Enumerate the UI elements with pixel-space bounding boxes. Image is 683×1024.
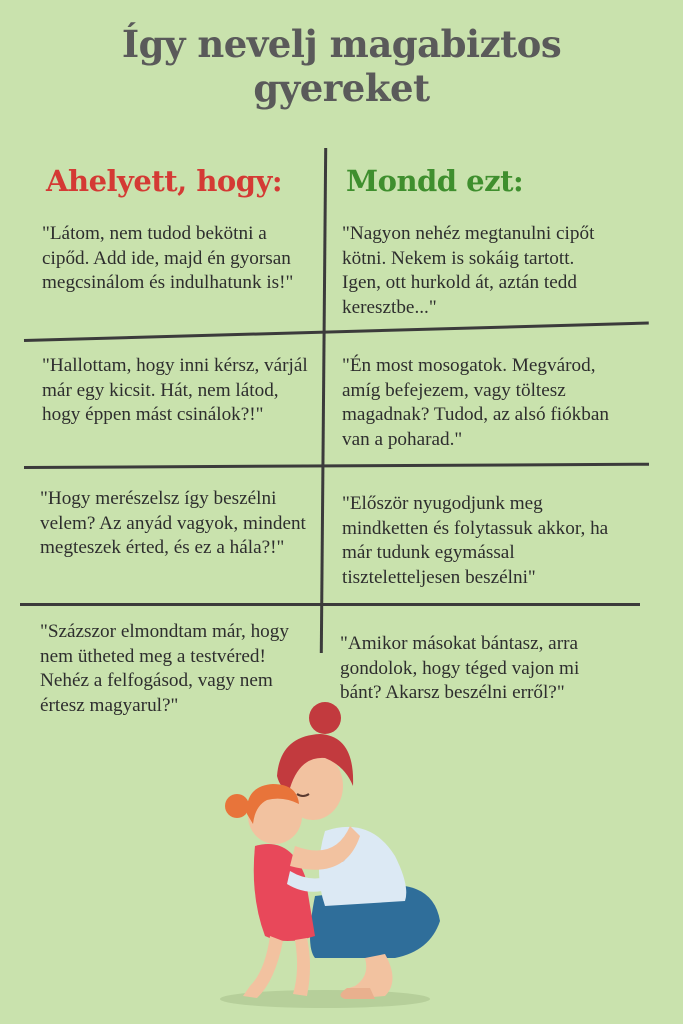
- mother-foot: [340, 988, 375, 999]
- row-divider-3: [20, 603, 640, 606]
- title-line-1: Így nevelj magabiztos: [121, 22, 562, 66]
- say-column-header: Mondd ezt:: [346, 164, 524, 198]
- title-line-2: gyereket: [253, 66, 430, 110]
- mother-hair-bun: [309, 702, 341, 734]
- page-title: [0, 22, 683, 110]
- say-text-3: "Először nyugodjunk meg mindketten és folytassuk akkor, ha már tudunk egymással tiszteletteljesen beszélni": [342, 493, 609, 588]
- say-text-4: "Amikor másokat bántasz, arra gondolok, hogy téged vajon mi bánt? Akarsz beszélni erről?": [340, 633, 580, 703]
- instead-text-2: "Hallottam, hogy inni kérsz, várjál már egy kicsit. Hát, nem látod, hogy éppen mást csinálok?!": [42, 355, 308, 425]
- mother-hugging-child-illustration: [195, 696, 455, 1016]
- instead-column-header: Ahelyett, hogy:: [46, 164, 283, 198]
- instead-text-1: "Látom, nem tudod bekötni a cipőd. Add ide, majd én gyorsan megcsinálom és indulhatunk is!": [42, 223, 294, 293]
- column-divider: [320, 148, 327, 653]
- instead-text-4: "Százszor elmondtam már, hogy nem ütheted meg a testvéred! Nehéz a felfogásod, vagy nem értesz magyarul?": [40, 621, 289, 716]
- instead-text-3: "Hogy merészelsz így beszélni velem? Az anyád vagyok, mindent megteszek érted, és ez a hála?!": [40, 488, 306, 558]
- child-hair-puff: [225, 794, 249, 818]
- row-divider-1: [24, 322, 649, 342]
- say-text-2: "Én most mosogatok. Megvárod, amíg befejezem, vagy töltesz magadnak? Tudod, az alsó fiókban van a poharad.": [342, 355, 609, 450]
- say-text-1: "Nagyon nehéz megtanulni cipőt kötni. Nekem is sokáig tartott. Igen, ott hurkold át, aztán tedd keresztbe...": [342, 223, 595, 318]
- child-leg-left: [243, 936, 283, 998]
- child-leg-right: [293, 938, 310, 996]
- row-divider-2: [24, 463, 649, 469]
